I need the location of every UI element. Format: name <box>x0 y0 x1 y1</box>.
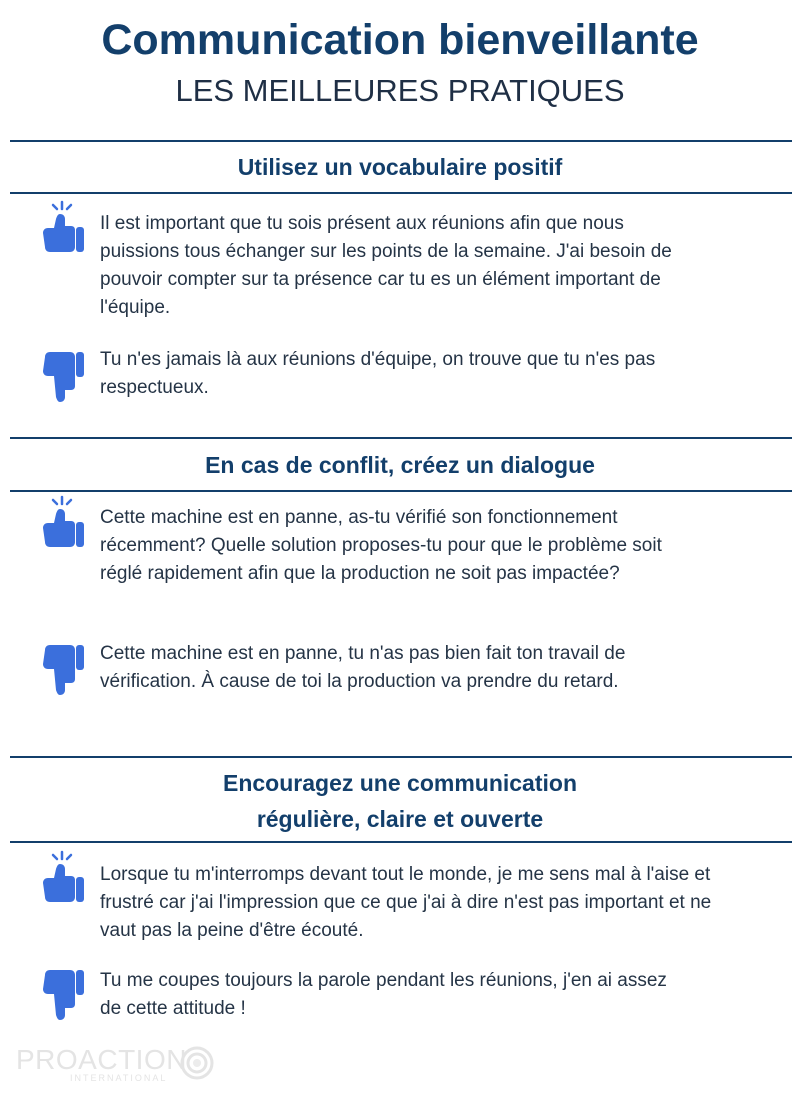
page-title: Communication bienveillante <box>101 16 699 64</box>
good-example: Lorsque tu m'interromps devant tout le monde, je me sens mal à l'aise et frustré car j'ai l'impression que ce que j'ai à dire n'est pas important et ne vaut pas la peine d'être écouté. <box>100 864 712 941</box>
page-subtitle: LES MEILLEURES PRATIQUES <box>175 73 625 108</box>
thumbs-down-icon <box>38 968 86 1024</box>
section-heading: En cas de conflit, créez un dialogue <box>205 452 595 478</box>
divider <box>10 756 792 758</box>
thumbs-up-icon <box>38 495 86 551</box>
proaction-logo <box>16 1044 187 1083</box>
good-example: Il est important que tu sois présent aux réunions afin que nous puissions tous échanger sur les points de la semaine. J'ai besoin de pouvoir compter sur ta présence car tu es un élément important de l'équipe. <box>100 213 672 318</box>
divider <box>10 841 792 843</box>
section-heading: régulière, claire et ouverte <box>256 806 544 832</box>
logo-name: PROACTION <box>16 1044 187 1075</box>
good-example: Cette machine est en panne, as-tu vérifié son fonctionnement récemment? Quelle solution proposes-tu pour que le problème soit réglé rapidement afin que la production ne soit pas impactée? <box>100 507 662 584</box>
logo-subtitle: INTERNATIONAL <box>70 1073 168 1083</box>
thumbs-down-icon <box>38 350 86 406</box>
section-heading: Encouragez une communication <box>223 770 577 796</box>
divider <box>10 437 792 439</box>
divider <box>10 140 792 142</box>
logo-spiral-icon <box>180 1046 214 1080</box>
divider <box>10 192 792 194</box>
thumbs-up-icon <box>38 200 86 256</box>
divider <box>10 490 792 492</box>
thumbs-up-icon <box>38 850 86 906</box>
bad-example: Tu me coupes toujours la parole pendant les réunions, j'en ai assez de cette attitude ! <box>100 970 667 1019</box>
bad-example: Cette machine est en panne, tu n'as pas bien fait ton travail de vérification. À cause de toi la production va prendre du retard. <box>100 643 626 692</box>
bad-example: Tu n'es jamais là aux réunions d'équipe, on trouve que tu n'es pas respectueux. <box>100 349 656 398</box>
thumbs-down-icon <box>38 643 86 699</box>
section-heading: Utilisez un vocabulaire positif <box>237 154 563 180</box>
